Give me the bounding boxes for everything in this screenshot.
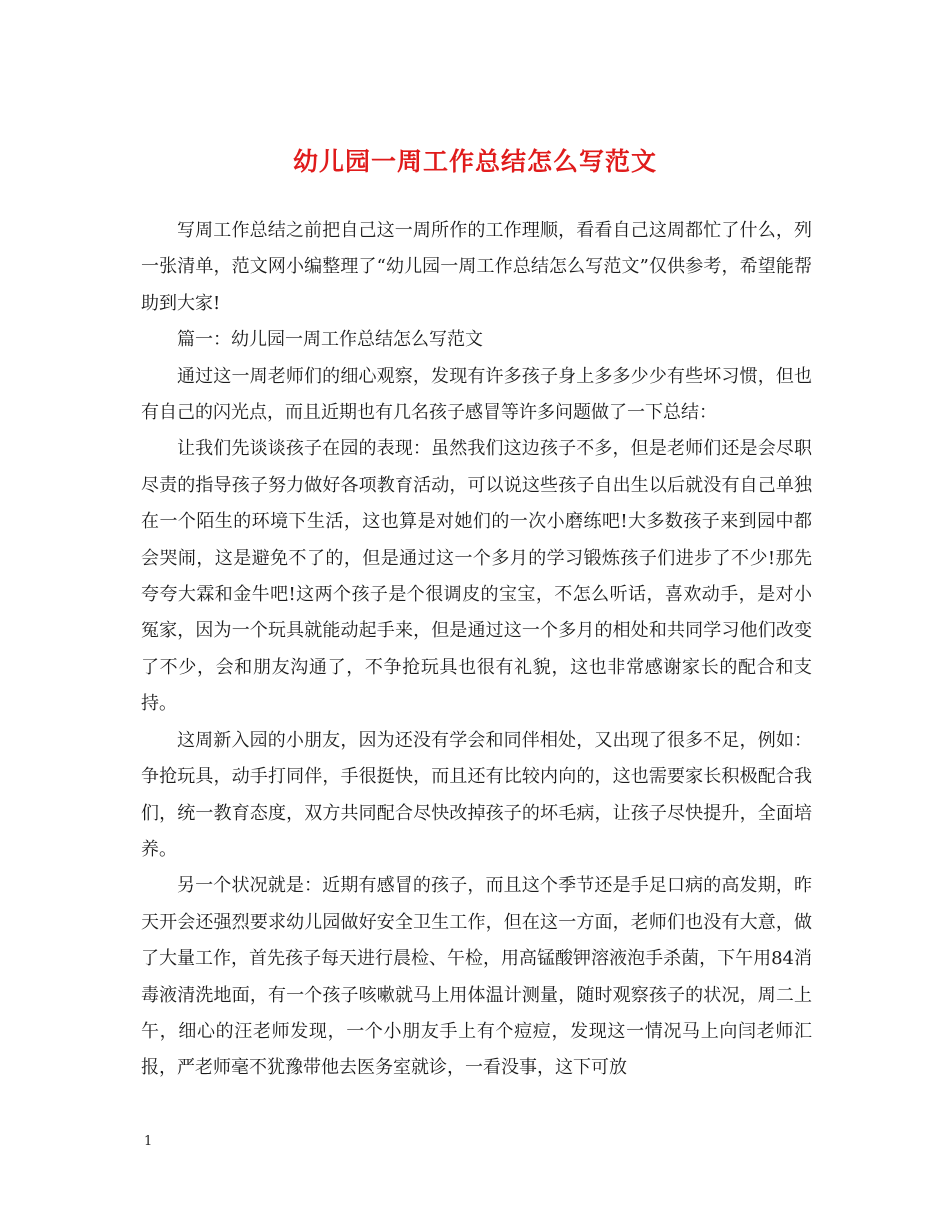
paragraph-new-children: 这周新入园的小朋友，因为还没有学会和同伴相处，又出现了很多不足，例如：争抢玩具，动手打同伴，手很挺快，而且还有比较内向的，这也需要家长积极配合我们，统一教育态度，双方共同配合尽快改掉孩子的坏毛病，让孩子尽快提升，全面培养。 xyxy=(141,729,812,860)
document-body xyxy=(141,213,812,1087)
paragraph-observation: 通过这一周老师们的细心观察，发现有许多孩子身上多多少少有些坏习惯，但也有自己的闪光点，而且近期也有几名孩子感冒等许多问题做了一下总结： xyxy=(141,365,812,424)
paragraph-section-heading: 篇一：幼儿园一周工作总结怎么写范文 xyxy=(177,329,483,351)
document-title: 幼儿园一周工作总结怎么写范文 xyxy=(292,147,657,176)
paragraph-intro: 写周工作总结之前把自己这一周所作的工作理顺，看看自己这周都忙了什么，列一张清单，范文网小编整理了“幼儿园一周工作总结怎么写范文”仅供参考，希望能帮助到大家! xyxy=(141,220,812,314)
paragraph-health-status: 另一个状况就是：近期有感冒的孩子，而且这个季节还是手足口病的高发期，昨天开会还强烈要求幼儿园做好安全卫生工作，但在这一方面，老师们也没有大意，做了大量工作，首先孩子每天进行晨检、午检，用高锰酸钾溶液泡手杀菌，下午用84消毒液清洗地面，有一个孩子咳嗽就马上用体温计测量，随时观察孩子的状况，周二上午，细心的汪老师发现，一个小朋友手上有个痘痘，发现这一情况马上向闫老师汇报，严老师毫不犹豫带他去医务室就诊，一看没事，这下可放 xyxy=(141,875,812,1079)
paragraph-child-performance: 让我们先谈谈孩子在园的表现：虽然我们这边孩子不多，但是老师们还是会尽职尽责的指导孩子努力做好各项教育活动，可以说这些孩子自出生以后就没有自己单独在一个陌生的环境下生活，这也算是对她们的一次小磨练吧!大多数孩子来到园中都会哭闹，这是避免不了的，但是通过这一个多月的学习锻炼孩子们进步了不少!那先夸夸大霖和金牛吧!这两个孩子是个很调皮的宝宝，不怎么听话，喜欢动手，是对小冤家，因为一个玩具就能动起手来，但是通过这一个多月的相处和共同学习他们改变了不少，会和朋友沟通了，不争抢玩具也很有礼貌，这也非常感谢家长的配合和支持。 xyxy=(141,438,812,715)
page-number: 1 xyxy=(144,1134,153,1149)
